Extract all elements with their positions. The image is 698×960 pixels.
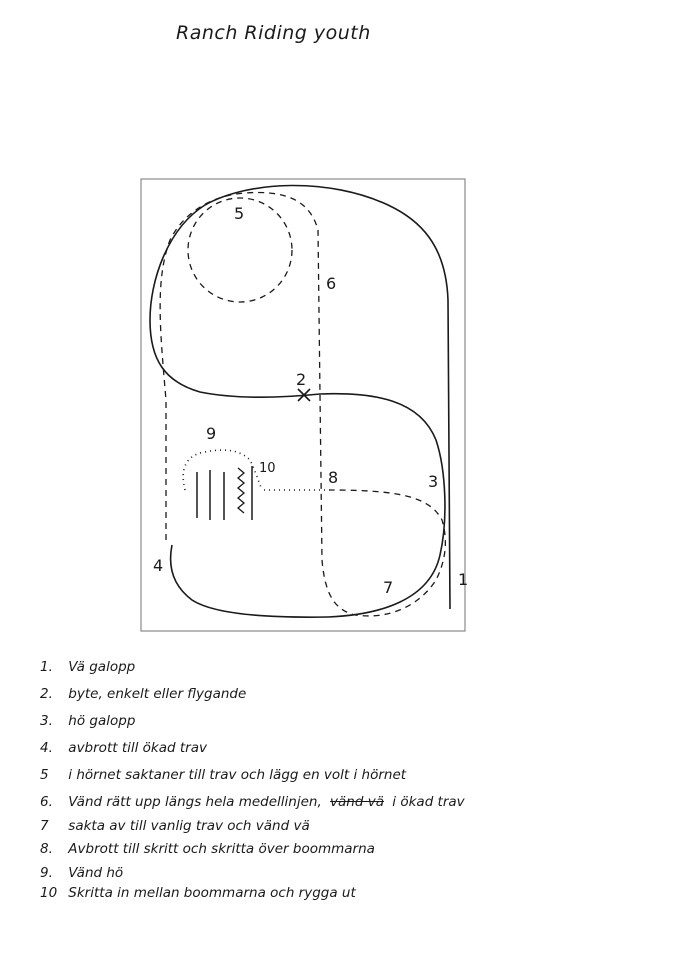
step-item	[40, 863, 465, 883]
step-item	[40, 836, 465, 863]
step-text: Avbrott till skritt och skritta över boommarna	[68, 841, 375, 857]
step-text: avbrott till ökad trav	[68, 740, 207, 756]
step-number: 6.	[40, 794, 53, 810]
marker-7: 7	[383, 578, 394, 597]
step-text: Vänd hö	[68, 865, 124, 881]
step-text: hö galopp	[68, 713, 136, 729]
lope-path	[150, 185, 450, 617]
step-item	[40, 708, 465, 735]
step-text: Skritta in mellan boommarna och rygga ut	[68, 885, 356, 901]
step-text: i hörnet saktaner till trav och lägg en volt i hörnet	[68, 767, 407, 783]
step-text: Vä galopp	[68, 659, 136, 675]
backup-zigzag	[238, 468, 244, 513]
page-title: Ranch Riding youth	[176, 22, 371, 44]
step-item	[40, 816, 465, 836]
trot-path	[160, 192, 445, 615]
marker-1: 1	[458, 570, 469, 589]
step-item	[40, 789, 465, 816]
pattern-steps-list	[40, 654, 465, 903]
step-text-after: i ökad trav	[392, 794, 465, 810]
step-number: 7	[40, 818, 49, 834]
step-text: sakta av till vanlig trav och vänd vä	[68, 818, 310, 834]
walk-turn	[183, 450, 262, 490]
step-text: Vänd rätt upp längs hela medellinjen,	[68, 794, 322, 810]
step-item	[40, 883, 465, 903]
step-number: 5	[40, 767, 49, 783]
marker-10: 10	[259, 461, 276, 476]
step-struck-text: vänd vä	[330, 794, 384, 810]
step-item	[40, 735, 465, 762]
step-number: 10	[40, 885, 58, 901]
arena-border	[141, 179, 465, 631]
marker-8: 8	[328, 468, 339, 487]
step-number: 2.	[40, 686, 53, 702]
step-text: byte, enkelt eller flygande	[68, 686, 247, 702]
step-item	[40, 681, 465, 708]
marker-4: 4	[153, 556, 164, 575]
step-number: 1.	[40, 659, 53, 675]
step-number: 3.	[40, 713, 53, 729]
step-item	[40, 762, 465, 789]
step-number: 4.	[40, 740, 53, 756]
step-item	[40, 654, 465, 681]
marker-5: 5	[234, 204, 245, 223]
step-number: 9.	[40, 865, 53, 881]
step-number: 8.	[40, 841, 53, 857]
marker-6: 6	[326, 274, 337, 293]
marker-9: 9	[206, 424, 217, 443]
marker-2: 2	[296, 370, 307, 389]
marker-3: 3	[428, 472, 439, 491]
